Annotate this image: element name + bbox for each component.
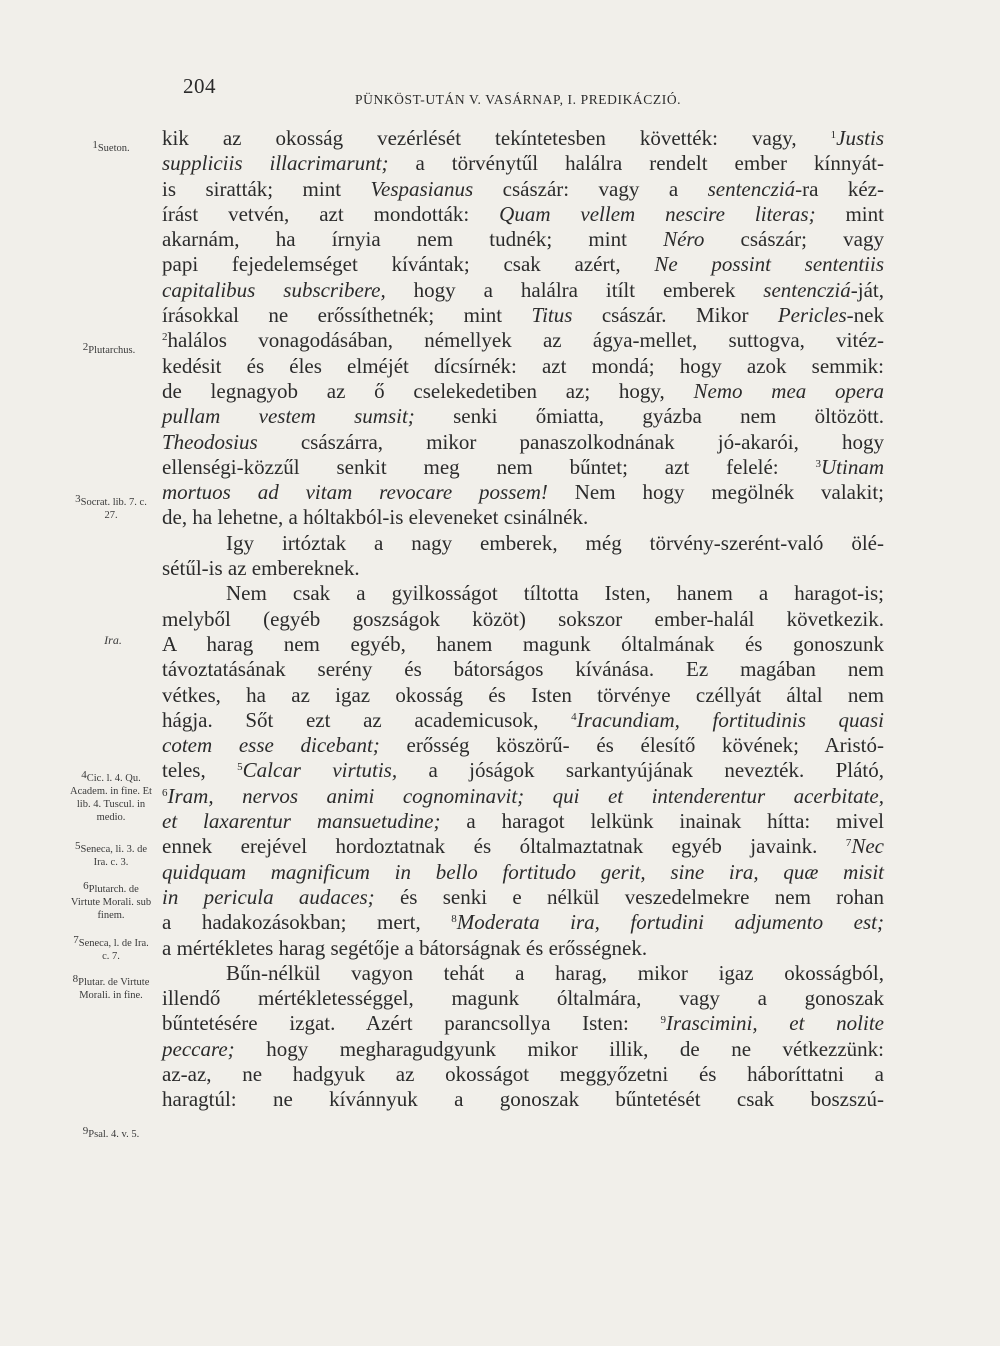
text-run: a haragot lelkünk inainak hítta: mivel — [440, 809, 884, 834]
footnote-marker: 6 — [162, 786, 168, 799]
text-run: kedésit és éles elméjét dícsírnék: azt mondá; hogy azok semmik: — [162, 353, 884, 378]
text-run: halálos vonagodásában, némellyek az ágya-mellet, suttogva, vitéz- — [167, 328, 884, 353]
text-line — [162, 505, 884, 530]
italic-phrase: Iracundiam, fortitudinis quasi — [576, 707, 884, 732]
text-run: kik az okosság vezérlését tekíntetesben követték: vagy, — [162, 126, 831, 150]
text-run: senki őmiatta, gyázba nem öltözött. — [414, 404, 884, 429]
text-line — [162, 278, 884, 303]
italic-phrase: sentencziá — [763, 277, 851, 302]
text-run: de, ha lehetne, a hóltakból-is eleveneket csinálnék. — [162, 505, 589, 530]
text-line — [162, 1037, 884, 1062]
text-run: császár. Mikor — [572, 303, 778, 328]
text-run: a hadakozásokban; mert, — [162, 910, 452, 935]
text-run: és senki e nélkül veszedelmekre nem rohan — [374, 884, 884, 909]
text-line — [162, 455, 884, 480]
italic-phrase: suppliciis illacrimarunt; — [162, 151, 389, 176]
text-line — [162, 784, 884, 809]
text-line — [162, 758, 884, 783]
text-run: ellenségi-közzűl senkit meg nem bűntet; azt felelé: — [162, 454, 816, 479]
text-line — [162, 430, 884, 455]
text-run: erősség köszörű- és élesítő kövének; Aristó- — [379, 733, 884, 758]
text-run: császár: vagy a — [473, 176, 708, 201]
text-run: a jóságok sarkantyújának nevezték. Plátó, — [397, 758, 884, 783]
italic-phrase: Vespasianus — [370, 176, 474, 201]
text-run: az-az, ne hadgyuk az okosságot meggyőzetni és háboríttatni a — [162, 1061, 884, 1086]
footnote-marker: 1 — [830, 129, 837, 141]
body-text — [162, 126, 884, 1113]
text-line — [162, 961, 884, 986]
margin-note-8: $^8$Plutar. de Virtute Morali. in fine. — [72, 973, 150, 1001]
text-line — [162, 252, 884, 277]
footnote-marker: 5 — [237, 761, 243, 774]
text-run: Nem csak a gyilkosságot tíltotta Isten, hanem a haragot-is; — [226, 581, 884, 606]
running-head: PÜNKÖST-UTÁN V. VASÁRNAP, I. PREDIKÁCZIÓ. — [355, 92, 682, 107]
italic-phrase: Nec — [851, 834, 884, 859]
italic-phrase: Moderata ira, fortudini adjumento est; — [456, 910, 884, 935]
text-run: -ra kéz- — [795, 176, 884, 201]
text-line — [162, 581, 884, 606]
italic-phrase: mortuos ad vitam revocare possem! — [162, 480, 548, 505]
text-run: hágja. Sőt ezt az academicusok, — [162, 707, 572, 732]
text-line — [162, 202, 884, 227]
text-line — [162, 354, 884, 379]
italic-phrase: pullam vestem sumsit; — [162, 404, 415, 429]
text-run: -ját, — [850, 277, 884, 302]
italic-phrase: et laxarentur mansuetudine; — [162, 809, 441, 834]
text-line — [162, 860, 884, 885]
italic-phrase: peccare; — [162, 1036, 235, 1061]
margin-note-7: $^7$Seneca, l. de Ira. c. 7. — [73, 934, 149, 962]
italic-phrase: Iram, nervos animi cognominavit; qui et intenderentur acerbitate, — [167, 783, 884, 808]
text-run: papi fejedelemséget kívántak; csak azért, — [162, 252, 655, 277]
text-line — [162, 1087, 884, 1112]
footnote-marker: 3 — [815, 457, 821, 470]
text-run: a törvénytűl halálra rendelt ember kínnyát- — [388, 151, 884, 176]
margin-note-3: $^3$Socrat. lib. 7. c. 27. — [75, 493, 147, 521]
text-line — [162, 683, 884, 708]
footnote-marker: 4 — [571, 710, 577, 723]
page-number: 204 — [183, 74, 216, 98]
text-line — [162, 632, 884, 657]
italic-phrase: Utinam — [821, 454, 884, 479]
text-line — [162, 607, 884, 632]
text-run: császár; vagy — [704, 227, 884, 252]
text-line — [162, 404, 884, 429]
footnote-marker: 2 — [162, 331, 168, 344]
text-run: hogy megharagudgyunk mikor illik, de ne vétkezzünk: — [234, 1036, 884, 1061]
text-run: távoztatásának serény és bátorságos kívánása. Ez magában nem — [162, 657, 884, 682]
margin-note-6: $^6$Plutarch. de Virtute Morali. sub finem. — [70, 880, 152, 921]
text-line — [162, 379, 884, 404]
margin-note-2: $^2$Plutarchus. — [82, 341, 136, 356]
text-line — [162, 1011, 884, 1036]
text-line — [162, 1062, 884, 1087]
italic-phrase: sentencziá — [707, 176, 796, 201]
text-line — [162, 177, 884, 202]
text-line — [162, 885, 884, 910]
margin-note-5: $^5$Seneca, li. 3. de Ira. c. 3. — [75, 840, 147, 868]
footnote-marker: 9 — [660, 1014, 666, 1027]
italic-phrase: in pericula audaces; — [162, 884, 375, 909]
text-line — [162, 708, 884, 733]
text-line — [162, 936, 884, 961]
text-run: a mértékletes harag segétője a bátorságnak és erősségnek. — [162, 935, 648, 960]
margin-note-1: $^1$Sueton. — [92, 139, 130, 154]
italic-phrase: Nemo mea opera — [693, 378, 884, 403]
text-run: bűntetésére izgat. Azért parancsollya Isten: — [162, 1011, 661, 1036]
text-line — [162, 910, 884, 935]
italic-phrase: Theodosius — [162, 429, 258, 454]
text-run: is siratták; mint — [162, 176, 371, 201]
text-run: mint — [815, 201, 884, 226]
text-run: ennek erejével hordoztatnak és óltalmaztatnak egyéb javaink. — [162, 834, 846, 859]
margin-note-ira: Ira. — [104, 633, 122, 647]
italic-phrase: Irascimini, et nolite — [666, 1011, 884, 1036]
italic-phrase: Calcar virtutis, — [242, 758, 398, 783]
italic-phrase: Pericles — [777, 303, 847, 328]
text-run: hogy a halálra itílt emberek — [385, 277, 764, 302]
text-line — [162, 151, 884, 176]
italic-phrase: Titus — [531, 303, 573, 328]
italic-phrase: Quam vellem nescire literas; — [499, 201, 816, 226]
text-line — [162, 809, 884, 834]
text-run: császárra, mikor panaszolkodnának jó-akarói, hogy — [257, 429, 884, 454]
text-line — [162, 328, 884, 353]
text-line — [162, 657, 884, 682]
text-run: A harag nem egyéb, hanem magunk óltalmának és gonoszunk — [162, 631, 884, 656]
text-line — [162, 834, 884, 859]
footnote-marker: 8 — [451, 913, 457, 926]
text-run: de legnagyob az ő cselekedetiben az; hogy, — [162, 378, 694, 403]
text-line — [162, 303, 884, 328]
text-run: illendő mértékletességgel, magunk óltalmára, vagy a gonoszak — [162, 986, 884, 1011]
text-run: sétűl-is az embereknek. — [162, 556, 360, 581]
margin-note-9: $^9$Psal. 4. v. 5. — [82, 1125, 140, 1140]
text-run: -nek — [846, 303, 884, 328]
text-line — [162, 531, 884, 556]
text-run: írásokkal ne erőssíthetnék; mint — [162, 303, 532, 328]
italic-phrase: Ne possint sententiis — [654, 252, 884, 277]
text-run: haragtúl: ne kívánnyuk a gonoszak bűntetését csak boszszú- — [162, 1087, 884, 1112]
text-run: vétkes, ha az igaz okosság és Isten törvénye czéllyát által nem — [162, 682, 884, 707]
text-line — [162, 227, 884, 252]
italic-phrase: capitalibus subscribere, — [162, 277, 386, 302]
text-run: teles, — [162, 758, 238, 783]
text-line — [162, 556, 884, 581]
text-run: írást vetvén, azt mondották: — [162, 201, 500, 226]
footnote-marker: 7 — [845, 837, 852, 850]
text-run: Igy irtóztak a nagy emberek, még törvény-szerént-való ölé- — [226, 530, 884, 555]
italic-phrase: cotem esse dicebant; — [162, 733, 380, 758]
margin-note-4: $^4$Cic. l. 4. Qu. Academ. in fine. Et lib. 4. Tuscul. in medio. — [70, 769, 152, 823]
text-run: Bűn-nélkül vagyon tehát a harag, mikor igaz okosságból, — [226, 960, 884, 985]
text-line — [162, 986, 884, 1011]
italic-phrase: Justis — [836, 126, 884, 150]
text-run: melyből (egyéb goszságok közöt) sokszor ember-halál következik. — [162, 606, 884, 631]
text-line — [162, 733, 884, 758]
italic-phrase: quidquam magnificum in bello fortitudo gerit, sine ira, quæ misit — [162, 859, 884, 884]
text-line — [162, 480, 884, 505]
text-run: akarnám, ha írnyia nem tudnék; mint — [162, 227, 664, 252]
text-line — [162, 126, 884, 151]
italic-phrase: Néro — [663, 227, 705, 252]
text-run: Nem hogy megölnék valakit; — [547, 480, 884, 505]
